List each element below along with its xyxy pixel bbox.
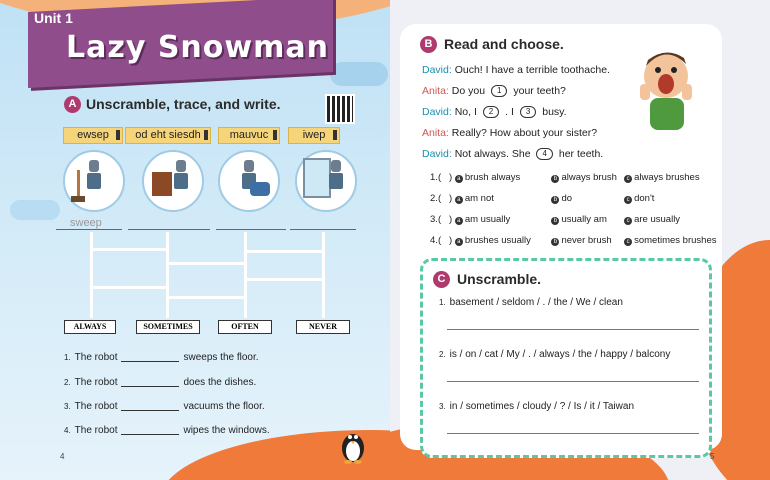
choice-row: [430, 172, 700, 183]
dialog-text: Not always. She: [454, 148, 531, 160]
lesson-title: Lazy Snowman: [66, 30, 329, 65]
sentence-row: [64, 401, 265, 412]
dialog-text: No, I: [454, 106, 477, 118]
option-text: do: [561, 193, 573, 204]
option-letter-c[interactable]: c: [624, 196, 632, 204]
answer-paren[interactable]: ( ): [437, 172, 453, 183]
dialog-text: your teeth?: [513, 85, 566, 97]
scrambled-word: od eht siesdh: [135, 129, 201, 141]
answer-line[interactable]: [447, 329, 699, 330]
scrambled-word: iwep: [302, 129, 326, 141]
penguin-illustration: [340, 424, 366, 464]
ladder-rung: [247, 250, 322, 253]
dialog-text: Ouch! I have a terrible toothache.: [454, 64, 610, 76]
option-letter-b[interactable]: b: [551, 217, 559, 225]
sentence-blank[interactable]: [121, 386, 179, 387]
unscramble-item: [439, 349, 670, 360]
option-text: never brush: [561, 235, 612, 246]
option-text: always brushes: [634, 172, 700, 183]
scrambled-word-tag: [288, 127, 340, 144]
section-c-card: [420, 258, 712, 458]
blank-marker[interactable]: 1: [491, 85, 507, 97]
ladder-rung: [169, 262, 244, 265]
sentence-number: 4.: [64, 426, 71, 435]
scrambled-word-tag: [63, 127, 123, 144]
sentence-blank[interactable]: [121, 361, 179, 362]
option-letter-c[interactable]: c: [624, 175, 632, 183]
ladder-rung: [169, 296, 244, 299]
item-number: 2.: [439, 350, 446, 359]
frequency-label: OFTEN: [218, 320, 272, 334]
ladder-rung: [93, 248, 166, 251]
option-text: am usually: [464, 214, 511, 225]
sentence-end: does the dishes.: [183, 377, 257, 388]
option-letter-c[interactable]: c: [624, 217, 632, 225]
answer-line[interactable]: [56, 229, 122, 230]
dialog-text: . I: [505, 106, 514, 118]
answer-line[interactable]: [447, 433, 699, 434]
sentence-number: 3.: [64, 402, 71, 411]
section-c-title: Unscramble.: [457, 271, 542, 287]
section-c-badge: C: [433, 271, 450, 288]
option-letter-a[interactable]: a: [455, 217, 463, 225]
dialog-line: [422, 85, 566, 97]
sentence-row: [64, 425, 270, 436]
speaker-name: David:: [422, 106, 452, 118]
ladder-rail: [90, 232, 93, 318]
speaker-name: Anita:: [422, 127, 449, 139]
cloud: [330, 62, 388, 86]
option-text: sometimes brushes: [634, 235, 717, 246]
item-text: in / sometimes / cloudy / ? / Is / it / Taiwan: [449, 401, 635, 412]
ladder-rung: [247, 278, 322, 281]
ladder-rung: [93, 286, 166, 289]
sentence-blank[interactable]: [121, 434, 179, 435]
dialog-text: Really? How about your sister?: [451, 127, 598, 139]
option-text: are usually: [634, 214, 681, 225]
scrambled-word-tag: [218, 127, 280, 144]
unscramble-item: [439, 297, 623, 308]
option-letter-a[interactable]: a: [455, 196, 463, 204]
sentence-number: 2.: [64, 378, 71, 387]
scrambled-word: ewsep: [77, 129, 109, 141]
dialog-text: Do you: [451, 85, 486, 97]
dialog-line: [422, 127, 597, 139]
sentence-row: [64, 352, 259, 363]
robot-sweeping-image: [63, 150, 125, 212]
frequency-label: SOMETIMES: [136, 320, 200, 334]
dialog-text: busy.: [542, 106, 567, 118]
sentence-row: [64, 377, 256, 388]
unscramble-item: [439, 401, 634, 412]
option-text: usually am: [561, 214, 607, 225]
sentence-start: The robot: [74, 377, 118, 388]
ladder-rail: [166, 232, 169, 318]
speaker-name: Anita:: [422, 85, 449, 97]
choice-number: 2.: [430, 193, 438, 204]
answer-line[interactable]: [290, 229, 356, 230]
option-letter-a[interactable]: a: [455, 238, 463, 246]
item-text: is / on / cat / My / . / always / the / happy / balcony: [449, 349, 671, 360]
choice-row: [430, 214, 680, 225]
answer-paren[interactable]: ( ): [437, 214, 453, 225]
frequency-label: ALWAYS: [64, 320, 116, 334]
answer-line[interactable]: [128, 229, 210, 230]
page-number: 5: [710, 452, 715, 461]
ladder-rail: [322, 232, 325, 318]
ladder-rail: [244, 232, 247, 318]
sentence-end: vacuums the floor.: [183, 401, 265, 412]
blank-marker[interactable]: 2: [483, 106, 499, 118]
sentence-blank[interactable]: [121, 410, 179, 411]
answer-paren[interactable]: ( ): [437, 193, 453, 204]
choice-row: [430, 193, 654, 204]
option-text: don't: [634, 193, 655, 204]
dialog-line: [422, 64, 610, 76]
option-text: brush always: [464, 172, 521, 183]
cloud: [10, 200, 60, 220]
page-number: 4: [60, 452, 65, 461]
robot-window-image: [295, 150, 357, 212]
option-letter-b[interactable]: b: [551, 196, 559, 204]
choice-row: [430, 235, 716, 246]
option-letter-c[interactable]: c: [624, 238, 632, 246]
answer-paren[interactable]: ( ): [437, 235, 453, 246]
dialog-line: [422, 106, 567, 118]
blank-marker[interactable]: 3: [520, 106, 536, 118]
scrambled-word: mauvuc: [229, 129, 269, 141]
sentence-end: wipes the windows.: [183, 425, 270, 436]
choice-number: 1.: [430, 172, 438, 183]
answer-line[interactable]: [447, 381, 699, 382]
sentence-start: The robot: [74, 352, 118, 363]
speaker-name: David:: [422, 148, 452, 160]
dialog-text: her teeth.: [558, 148, 604, 160]
choice-number: 4.: [430, 235, 438, 246]
option-letter-b[interactable]: b: [551, 238, 559, 246]
sentence-number: 1.: [64, 353, 71, 362]
speaker-name: David:: [422, 64, 452, 76]
option-letter-b[interactable]: b: [551, 175, 559, 183]
section-a-badge: A: [64, 96, 81, 113]
blank-marker[interactable]: 4: [536, 148, 552, 160]
dialog-line: [422, 148, 603, 160]
item-text: basement / seldom / . / the / We / clean: [449, 297, 623, 308]
scrambled-word-tag: [125, 127, 211, 144]
option-letter-a[interactable]: a: [455, 175, 463, 183]
frequency-label: NEVER: [296, 320, 350, 334]
option-text: am not: [464, 193, 494, 204]
robot-vacuum-image: [218, 150, 280, 212]
section-b-title: Read and choose.: [444, 36, 564, 52]
option-text: brushes usually: [464, 235, 531, 246]
section-b-badge: B: [420, 36, 437, 53]
boy-toothache-illustration: [636, 44, 696, 132]
sentence-end: sweeps the floor.: [183, 352, 259, 363]
item-number: 1.: [439, 298, 446, 307]
right-page: [390, 0, 770, 480]
unit-label: Unit 1: [34, 10, 73, 26]
answer-line[interactable]: [216, 229, 286, 230]
qr-code-icon[interactable]: [325, 94, 355, 124]
sentence-start: The robot: [74, 401, 118, 412]
option-text: always brush: [561, 172, 617, 183]
choice-number: 3.: [430, 214, 438, 225]
robot-dishes-image: [142, 150, 204, 212]
item-number: 3.: [439, 402, 446, 411]
trace-word: sweep: [70, 217, 102, 229]
section-a-title: Unscramble, trace, and write.: [86, 96, 281, 112]
sentence-start: The robot: [74, 425, 118, 436]
